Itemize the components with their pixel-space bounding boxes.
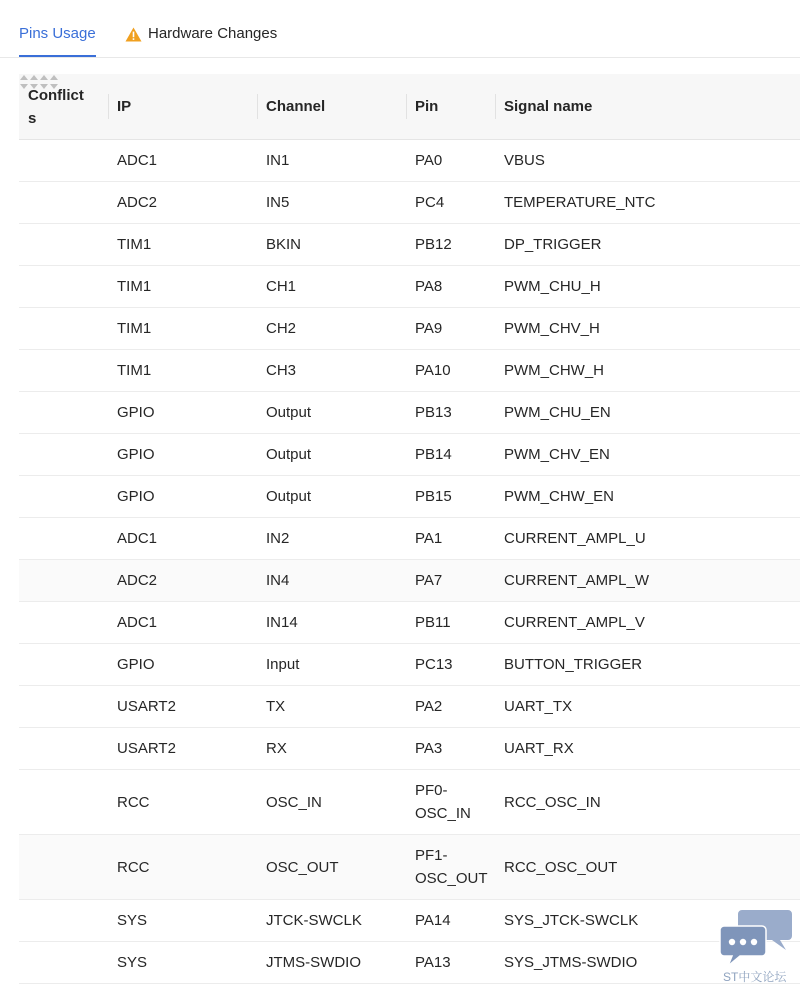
pin-cell: PA8 [415,278,443,295]
table-row[interactable] [19,434,800,476]
table-row[interactable] [19,266,800,308]
ip-cell: SYS [117,954,148,971]
channel-cell: IN1 [266,152,290,169]
pin-cell: PF1- OSC_OUT [415,847,488,887]
ip-cell: TIM1 [117,320,152,337]
signal-name-cell: PWM_CHU_EN [504,404,611,421]
channel-cell: Input [266,656,300,673]
conflicts-cell [28,308,108,349]
signal-name-cell: CURRENT_AMPL_V [504,614,645,631]
tab-pins-usage[interactable] [19,22,96,46]
conflicts-cell [28,900,108,941]
column-header-label: Pin [415,98,439,115]
channel-cell: CH2 [266,320,297,337]
signal-name-cell: CURRENT_AMPL_W [504,572,650,589]
signal-name-cell: SYS_JTCK-SWCLK [504,912,639,929]
ip-cell: RCC [117,858,150,876]
channel-cell: IN14 [266,614,298,631]
signal-name-cell: TEMPERATURE_NTC [504,194,656,211]
signal-name-cell: BUTTON_TRIGGER [504,656,643,673]
table-row[interactable] [19,602,800,644]
ip-cell: GPIO [117,446,155,463]
column-header-label: Signal name [504,98,593,115]
column-header-signal [504,74,592,139]
column-divider [108,94,109,119]
table-row[interactable] [19,835,800,900]
table-row[interactable] [19,224,800,266]
column-divider [257,94,258,119]
conflicts-cell [28,942,108,983]
table-row[interactable] [19,308,800,350]
channel-cell: OSC_IN [266,793,322,811]
ip-cell: USART2 [117,740,176,757]
conflicts-cell [28,476,108,517]
table-row[interactable] [19,728,800,770]
ip-cell: GPIO [117,488,155,505]
ip-cell: ADC1 [117,614,158,631]
pin-cell: PA9 [415,320,443,337]
ip-cell: ADC2 [117,194,158,211]
tab-bar [0,0,800,58]
warning-icon [125,27,142,42]
column-header-pin[interactable] [415,74,438,139]
channel-cell: Output [266,446,312,463]
conflicts-cell [28,266,108,307]
channel-cell: RX [266,740,287,757]
channel-cell: IN2 [266,530,290,547]
conflicts-cell [28,686,108,727]
ip-cell: GPIO [117,404,155,421]
pin-cell: PA0 [415,152,443,169]
conflicts-cell [28,392,108,433]
column-header-label: IP [117,98,132,115]
channel-cell: BKIN [266,236,302,253]
channel-cell: Output [266,488,312,505]
tab-label: Hardware Changes [148,25,278,42]
channel-cell: CH3 [266,362,297,379]
signal-name-cell: RCC_OSC_OUT [504,858,618,876]
channel-cell: IN5 [266,194,290,211]
ip-cell: ADC1 [117,152,158,169]
conflicts-cell [28,602,108,643]
column-header-conflicts[interactable] [28,74,84,139]
conflicts-cell [28,350,108,391]
table-row[interactable] [19,182,800,224]
pin-cell: PA3 [415,740,443,757]
conflicts-cell [28,140,108,181]
conflicts-cell [28,835,108,899]
tab-hardware-changes[interactable] [125,22,277,46]
signal-name-cell: PWM_CHV_EN [504,446,610,463]
conflicts-cell [28,728,108,769]
channel-cell: JTCK-SWCLK [266,912,362,929]
table-row[interactable] [19,560,800,602]
watermark-text: ST中文论坛 [723,970,787,984]
table-row[interactable] [19,140,800,182]
signal-name-cell: UART_TX [504,698,573,715]
table-row[interactable] [19,476,800,518]
ip-cell: TIM1 [117,278,152,295]
ip-cell: USART2 [117,698,176,715]
channel-cell: IN4 [266,572,290,589]
signal-name-cell: PWM_CHW_H [504,362,604,379]
ip-cell: TIM1 [117,236,152,253]
signal-name-cell: DP_TRIGGER [504,236,602,253]
table-row[interactable] [19,518,800,560]
table-body [19,140,800,984]
pin-cell: PA14 [415,912,451,929]
pin-cell: PB11 [415,614,451,631]
signal-name-cell: CURRENT_AMPL_U [504,530,646,547]
channel-cell: Output [266,404,312,421]
pin-cell: PA7 [415,572,443,589]
table-row[interactable] [19,770,800,835]
signal-name-cell: PWM_CHW_EN [504,488,615,505]
pin-cell: PF0- OSC_IN [415,782,471,822]
signal-name-cell: RCC_OSC_IN [504,793,601,811]
pin-cell: PC4 [415,194,445,211]
conflicts-cell [28,224,108,265]
channel-cell: JTMS-SWDIO [266,954,361,971]
pin-cell: PC13 [415,656,453,673]
signal-name-cell: PWM_CHU_H [504,278,601,295]
pin-cell: PA1 [415,530,443,547]
conflicts-cell [28,518,108,559]
ip-cell: RCC [117,793,150,811]
conflicts-cell [28,560,108,601]
table-row[interactable] [19,392,800,434]
signal-name-cell: UART_RX [504,740,574,757]
column-header-label: Channel [266,98,326,115]
ip-cell: SYS [117,912,148,929]
channel-cell: TX [266,698,286,715]
signal-name-cell: VBUS [504,152,545,169]
pin-cell: PA13 [415,954,451,971]
column-header-label: Conflict s [28,86,84,127]
signal-name-cell: SYS_JTMS-SWDIO [504,954,638,971]
ip-cell: ADC1 [117,530,158,547]
column-header-channel[interactable] [266,74,325,139]
column-header-ip[interactable] [117,74,131,139]
column-divider [406,94,407,119]
pin-cell: PB12 [415,236,452,253]
pin-cell: PB13 [415,404,452,421]
ip-cell: GPIO [117,656,155,673]
table-header [19,74,800,140]
table-row[interactable] [19,644,800,686]
conflicts-cell [28,644,108,685]
tab-label: Pins Usage [19,25,96,42]
pin-cell: PA2 [415,698,443,715]
signal-name-cell: PWM_CHV_H [504,320,600,337]
table-row[interactable] [19,900,800,942]
table-row[interactable] [19,686,800,728]
pin-cell: PA10 [415,362,451,379]
pin-cell: PB15 [415,488,452,505]
channel-cell: CH1 [266,278,297,295]
table-row[interactable] [19,350,800,392]
pins-table [19,74,800,984]
table-row[interactable] [19,942,800,984]
conflicts-cell [28,182,108,223]
conflicts-cell [28,434,108,475]
ip-cell: TIM1 [117,362,152,379]
channel-cell: OSC_OUT [266,858,339,876]
column-divider [495,94,496,119]
conflicts-cell [28,770,108,834]
ip-cell: ADC2 [117,572,158,589]
pin-cell: PB14 [415,446,452,463]
